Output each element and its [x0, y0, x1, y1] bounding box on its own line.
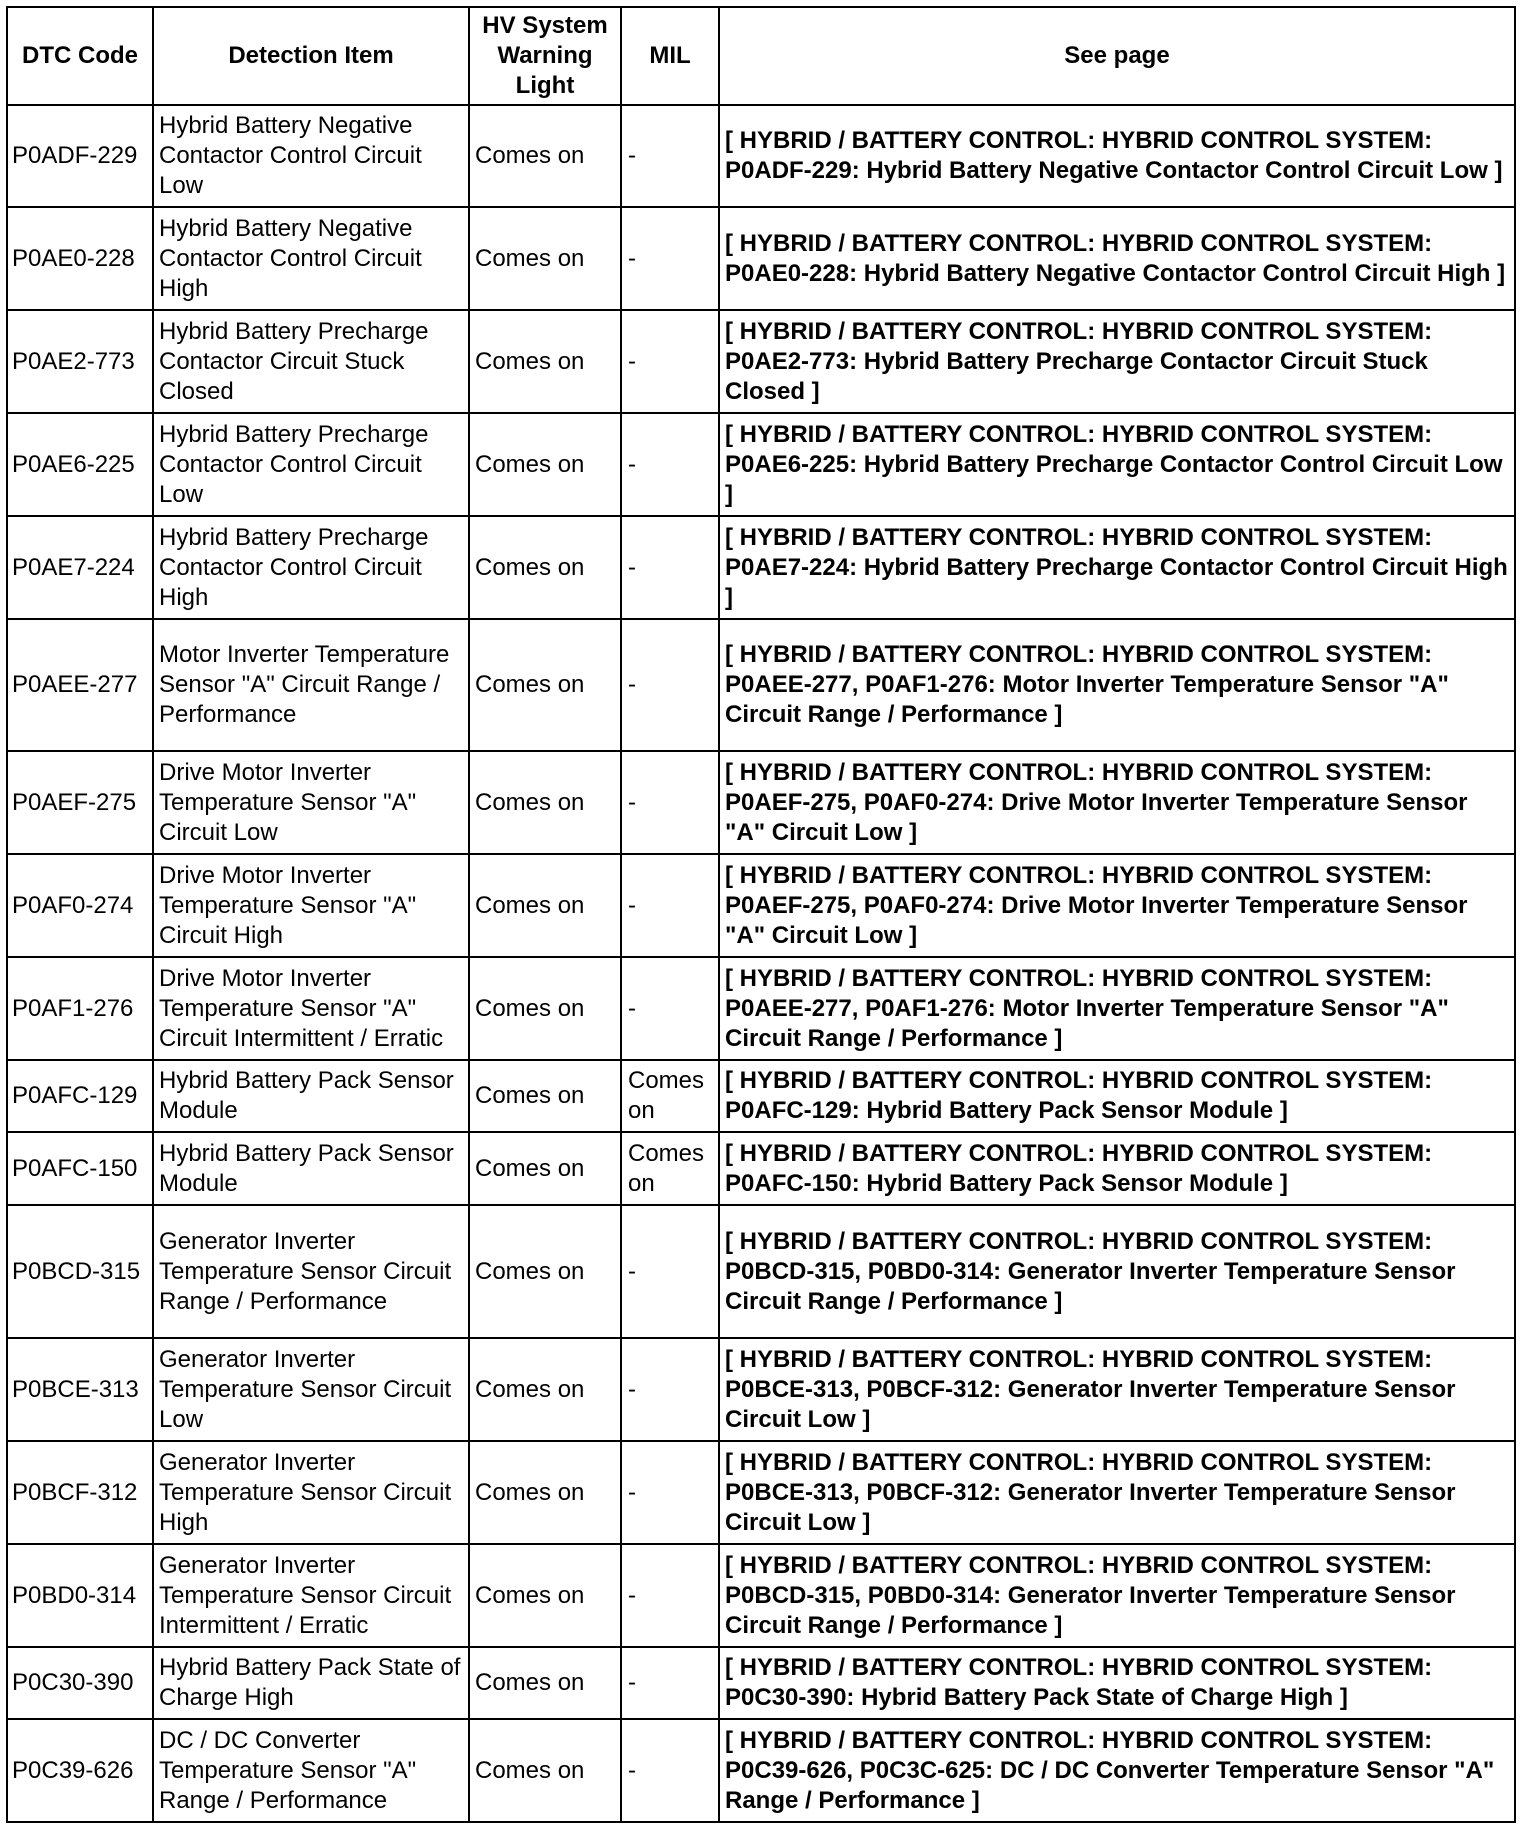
detection-item-cell: Hybrid Battery Precharge Contactor Control Circuit Low	[153, 413, 469, 516]
dtc-code-cell: P0AF1-276	[7, 957, 153, 1060]
see-page-link[interactable]: [ HYBRID / BATTERY CONTROL: HYBRID CONTROL SYSTEM: P0AFC-150: Hybrid Battery Pack Sensor Module ]	[719, 1132, 1515, 1205]
hv-warning-light-cell: Comes on	[469, 1719, 621, 1822]
table-row	[7, 105, 1515, 207]
mil-cell: -	[621, 619, 719, 751]
table-row	[7, 1647, 1515, 1719]
detection-item-cell: Motor Inverter Temperature Sensor "A" Circuit Range / Performance	[153, 619, 469, 751]
mil-cell: -	[621, 413, 719, 516]
dtc-code-cell: P0AE0-228	[7, 207, 153, 310]
table-row	[7, 1338, 1515, 1441]
dtc-code-cell: P0BCF-312	[7, 1441, 153, 1544]
detection-item-cell: Hybrid Battery Negative Contactor Control Circuit High	[153, 207, 469, 310]
table-row	[7, 310, 1515, 413]
dtc-code-cell: P0AEE-277	[7, 619, 153, 751]
header-hv-system-warning-light: HV System Warning Light	[469, 7, 621, 105]
table-row	[7, 413, 1515, 516]
dtc-code-cell: P0BCE-313	[7, 1338, 153, 1441]
see-page-link[interactable]: [ HYBRID / BATTERY CONTROL: HYBRID CONTROL SYSTEM: P0AE0-228: Hybrid Battery Negative Contactor Control Circuit High ]	[719, 207, 1515, 310]
see-page-link[interactable]: [ HYBRID / BATTERY CONTROL: HYBRID CONTROL SYSTEM: P0BCD-315, P0BD0-314: Generator Inverter Temperature Sensor Circuit Range / Performance ]	[719, 1544, 1515, 1647]
table-row	[7, 1441, 1515, 1544]
table-row	[7, 1205, 1515, 1338]
mil-cell: Comes on	[621, 1060, 719, 1132]
hv-warning-light-cell: Comes on	[469, 516, 621, 619]
see-page-link[interactable]: [ HYBRID / BATTERY CONTROL: HYBRID CONTROL SYSTEM: P0AEE-277, P0AF1-276: Motor Inverter Temperature Sensor "A" Circuit Range / Performance ]	[719, 957, 1515, 1060]
see-page-link[interactable]: [ HYBRID / BATTERY CONTROL: HYBRID CONTROL SYSTEM: P0AEF-275, P0AF0-274: Drive Motor Inverter Temperature Sensor "A" Circuit Low ]	[719, 854, 1515, 957]
mil-cell: -	[621, 957, 719, 1060]
detection-item-cell: Generator Inverter Temperature Sensor Circuit High	[153, 1441, 469, 1544]
hv-warning-light-cell: Comes on	[469, 310, 621, 413]
dtc-table-container	[6, 6, 1514, 1823]
table-row	[7, 619, 1515, 751]
detection-item-cell: Hybrid Battery Pack Sensor Module	[153, 1060, 469, 1132]
see-page-link[interactable]: [ HYBRID / BATTERY CONTROL: HYBRID CONTROL SYSTEM: P0AE6-225: Hybrid Battery Precharge Contactor Control Circuit Low ]	[719, 413, 1515, 516]
dtc-table	[6, 6, 1516, 1823]
see-page-link[interactable]: [ HYBRID / BATTERY CONTROL: HYBRID CONTROL SYSTEM: P0AE7-224: Hybrid Battery Precharge Contactor Control Circuit High ]	[719, 516, 1515, 619]
hv-warning-light-cell: Comes on	[469, 957, 621, 1060]
header-dtc-code: DTC Code	[7, 7, 153, 105]
table-row	[7, 1132, 1515, 1205]
hv-warning-light-cell: Comes on	[469, 854, 621, 957]
dtc-code-cell: P0BD0-314	[7, 1544, 153, 1647]
dtc-code-cell: P0ADF-229	[7, 105, 153, 207]
dtc-code-cell: P0AFC-129	[7, 1060, 153, 1132]
detection-item-cell: Hybrid Battery Pack Sensor Module	[153, 1132, 469, 1205]
dtc-code-cell: P0C39-626	[7, 1719, 153, 1822]
header-row	[7, 7, 1515, 105]
detection-item-cell: Drive Motor Inverter Temperature Sensor "A" Circuit High	[153, 854, 469, 957]
mil-cell: -	[621, 1647, 719, 1719]
detection-item-cell: Generator Inverter Temperature Sensor Circuit Low	[153, 1338, 469, 1441]
detection-item-cell: Hybrid Battery Negative Contactor Control Circuit Low	[153, 105, 469, 207]
detection-item-cell: DC / DC Converter Temperature Sensor "A" Range / Performance	[153, 1719, 469, 1822]
table-row	[7, 854, 1515, 957]
table-row	[7, 1719, 1515, 1822]
hv-warning-light-cell: Comes on	[469, 1205, 621, 1338]
see-page-link[interactable]: [ HYBRID / BATTERY CONTROL: HYBRID CONTROL SYSTEM: P0AFC-129: Hybrid Battery Pack Sensor Module ]	[719, 1060, 1515, 1132]
header-mil: MIL	[621, 7, 719, 105]
mil-cell: -	[621, 854, 719, 957]
table-header	[7, 7, 1515, 105]
dtc-code-cell: P0C30-390	[7, 1647, 153, 1719]
detection-item-cell: Hybrid Battery Precharge Contactor Control Circuit High	[153, 516, 469, 619]
detection-item-cell: Generator Inverter Temperature Sensor Circuit Intermittent / Erratic	[153, 1544, 469, 1647]
table-row	[7, 516, 1515, 619]
mil-cell: -	[621, 1205, 719, 1338]
mil-cell: -	[621, 1441, 719, 1544]
see-page-link[interactable]: [ HYBRID / BATTERY CONTROL: HYBRID CONTROL SYSTEM: P0ADF-229: Hybrid Battery Negative Contactor Control Circuit Low ]	[719, 105, 1515, 207]
mil-cell: -	[621, 207, 719, 310]
dtc-code-cell: P0BCD-315	[7, 1205, 153, 1338]
hv-warning-light-cell: Comes on	[469, 1544, 621, 1647]
dtc-code-cell: P0AFC-150	[7, 1132, 153, 1205]
see-page-link[interactable]: [ HYBRID / BATTERY CONTROL: HYBRID CONTROL SYSTEM: P0BCE-313, P0BCF-312: Generator Inverter Temperature Sensor Circuit Low ]	[719, 1441, 1515, 1544]
hv-warning-light-cell: Comes on	[469, 619, 621, 751]
dtc-code-cell: P0AE2-773	[7, 310, 153, 413]
mil-cell: -	[621, 1719, 719, 1822]
mil-cell: -	[621, 516, 719, 619]
header-see-page: See page	[719, 7, 1515, 105]
see-page-link[interactable]: [ HYBRID / BATTERY CONTROL: HYBRID CONTROL SYSTEM: P0BCE-313, P0BCF-312: Generator Inverter Temperature Sensor Circuit Low ]	[719, 1338, 1515, 1441]
hv-warning-light-cell: Comes on	[469, 105, 621, 207]
hv-warning-light-cell: Comes on	[469, 207, 621, 310]
header-detection-item: Detection Item	[153, 7, 469, 105]
hv-warning-light-cell: Comes on	[469, 413, 621, 516]
table-row	[7, 957, 1515, 1060]
dtc-code-cell: P0AEF-275	[7, 751, 153, 854]
dtc-code-cell: P0AF0-274	[7, 854, 153, 957]
hv-warning-light-cell: Comes on	[469, 1441, 621, 1544]
see-page-link[interactable]: [ HYBRID / BATTERY CONTROL: HYBRID CONTROL SYSTEM: P0C39-626, P0C3C-625: DC / DC Converter Temperature Sensor "A" Range / Performance ]	[719, 1719, 1515, 1822]
mil-cell: -	[621, 310, 719, 413]
hv-warning-light-cell: Comes on	[469, 1647, 621, 1719]
hv-warning-light-cell: Comes on	[469, 751, 621, 854]
mil-cell: -	[621, 751, 719, 854]
hv-warning-light-cell: Comes on	[469, 1060, 621, 1132]
hv-warning-light-cell: Comes on	[469, 1132, 621, 1205]
see-page-link[interactable]: [ HYBRID / BATTERY CONTROL: HYBRID CONTROL SYSTEM: P0C30-390: Hybrid Battery Pack State of Charge High ]	[719, 1647, 1515, 1719]
dtc-code-cell: P0AE7-224	[7, 516, 153, 619]
detection-item-cell: Generator Inverter Temperature Sensor Circuit Range / Performance	[153, 1205, 469, 1338]
detection-item-cell: Drive Motor Inverter Temperature Sensor "A" Circuit Intermittent / Erratic	[153, 957, 469, 1060]
table-row	[7, 751, 1515, 854]
mil-cell: -	[621, 1338, 719, 1441]
see-page-link[interactable]: [ HYBRID / BATTERY CONTROL: HYBRID CONTROL SYSTEM: P0AE2-773: Hybrid Battery Precharge Contactor Circuit Stuck Closed ]	[719, 310, 1515, 413]
mil-cell: Comes on	[621, 1132, 719, 1205]
detection-item-cell: Drive Motor Inverter Temperature Sensor "A" Circuit Low	[153, 751, 469, 854]
hv-warning-light-cell: Comes on	[469, 1338, 621, 1441]
table-row	[7, 1544, 1515, 1647]
table-row	[7, 1060, 1515, 1132]
see-page-link[interactable]: [ HYBRID / BATTERY CONTROL: HYBRID CONTROL SYSTEM: P0AEE-277, P0AF1-276: Motor Inverter Temperature Sensor "A" Circuit Range / Performance ]	[719, 619, 1515, 751]
see-page-link[interactable]: [ HYBRID / BATTERY CONTROL: HYBRID CONTROL SYSTEM: P0AEF-275, P0AF0-274: Drive Motor Inverter Temperature Sensor "A" Circuit Low ]	[719, 751, 1515, 854]
detection-item-cell: Hybrid Battery Precharge Contactor Circuit Stuck Closed	[153, 310, 469, 413]
mil-cell: -	[621, 105, 719, 207]
detection-item-cell: Hybrid Battery Pack State of Charge High	[153, 1647, 469, 1719]
table-body	[7, 105, 1515, 1822]
table-row	[7, 207, 1515, 310]
see-page-link[interactable]: [ HYBRID / BATTERY CONTROL: HYBRID CONTROL SYSTEM: P0BCD-315, P0BD0-314: Generator Inverter Temperature Sensor Circuit Range / Performance ]	[719, 1205, 1515, 1338]
mil-cell: -	[621, 1544, 719, 1647]
dtc-code-cell: P0AE6-225	[7, 413, 153, 516]
